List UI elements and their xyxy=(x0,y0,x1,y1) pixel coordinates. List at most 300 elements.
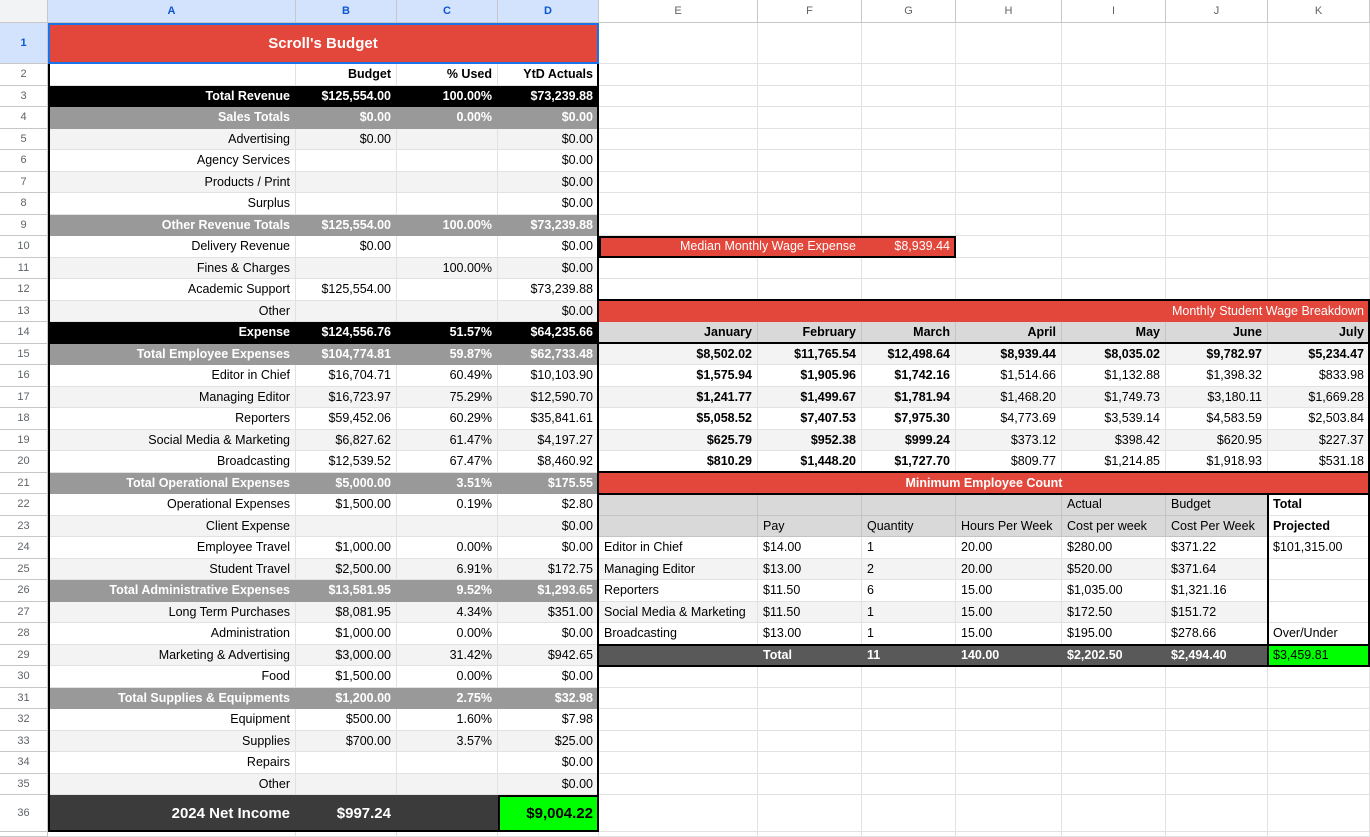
cell-A29[interactable]: Marketing & Advertising xyxy=(48,645,296,667)
cell-D27[interactable]: $351.00 xyxy=(498,602,599,624)
row-header-14[interactable]: 14 xyxy=(0,322,48,344)
row-header-35[interactable]: 35 xyxy=(0,774,48,796)
cell-J16[interactable]: $1,398.32 xyxy=(1166,365,1268,387)
cell-D22[interactable]: $2.80 xyxy=(498,494,599,516)
cell-B33[interactable]: $700.00 xyxy=(296,731,397,753)
cell-D8[interactable]: $0.00 xyxy=(498,193,599,215)
cell-B6[interactable] xyxy=(296,150,397,172)
cell-I2[interactable] xyxy=(1062,64,1166,86)
cell-B11[interactable] xyxy=(296,258,397,280)
cell-D16[interactable]: $10,103.90 xyxy=(498,365,599,387)
row-header-1[interactable]: 1 xyxy=(0,23,48,64)
budget-column-header[interactable]: % Used xyxy=(397,64,498,86)
cell-G20[interactable]: $1,727.70 xyxy=(862,451,956,473)
cell-I23[interactable]: Cost per week xyxy=(1062,516,1166,538)
cell-B25[interactable]: $2,500.00 xyxy=(296,559,397,581)
cell-E24[interactable]: Editor in Chief xyxy=(599,537,758,559)
cell-G36[interactable] xyxy=(862,795,956,832)
cell-F6[interactable] xyxy=(758,150,862,172)
cell-F3[interactable] xyxy=(758,86,862,108)
cell-C37[interactable] xyxy=(397,832,498,837)
cell-K22[interactable]: Total xyxy=(1268,494,1370,516)
cell-K15[interactable]: $5,234.47 xyxy=(1268,344,1370,366)
cell-F5[interactable] xyxy=(758,129,862,151)
cell-J2[interactable] xyxy=(1166,64,1268,86)
month-header-K[interactable]: July xyxy=(1268,322,1370,344)
cell-G32[interactable] xyxy=(862,709,956,731)
cell-C15[interactable]: 59.87% xyxy=(397,344,498,366)
cell-K16[interactable]: $833.98 xyxy=(1268,365,1370,387)
cell-B26[interactable]: $13,581.95 xyxy=(296,580,397,602)
cell-I30[interactable] xyxy=(1062,666,1166,688)
row-header-23[interactable]: 23 xyxy=(0,516,48,538)
cell-A20[interactable]: Broadcasting xyxy=(48,451,296,473)
cell-A33[interactable]: Supplies xyxy=(48,731,296,753)
cell-E30[interactable] xyxy=(599,666,758,688)
cell-H34[interactable] xyxy=(956,752,1062,774)
cell-D11[interactable]: $0.00 xyxy=(498,258,599,280)
cell-K18[interactable]: $2,503.84 xyxy=(1268,408,1370,430)
cell-K17[interactable]: $1,669.28 xyxy=(1268,387,1370,409)
cell-E4[interactable] xyxy=(599,107,758,129)
cell-F2[interactable] xyxy=(758,64,862,86)
column-header-I[interactable]: I xyxy=(1062,0,1166,23)
cell-B31[interactable]: $1,200.00 xyxy=(296,688,397,710)
cell-I19[interactable]: $398.42 xyxy=(1062,430,1166,452)
cell-D37[interactable] xyxy=(498,832,599,837)
column-header-D[interactable]: D xyxy=(498,0,599,23)
cell-A15[interactable]: Total Employee Expenses xyxy=(48,344,296,366)
row-header-7[interactable]: 7 xyxy=(0,172,48,194)
month-header-I[interactable]: May xyxy=(1062,322,1166,344)
cell-H9[interactable] xyxy=(956,215,1062,237)
cell-A8[interactable]: Surplus xyxy=(48,193,296,215)
cell-J9[interactable] xyxy=(1166,215,1268,237)
cell-C25[interactable]: 6.91% xyxy=(397,559,498,581)
row-header-24[interactable]: 24 xyxy=(0,537,48,559)
cell-D12[interactable]: $73,239.88 xyxy=(498,279,599,301)
cell-F34[interactable] xyxy=(758,752,862,774)
cell-D14[interactable]: $64,235.66 xyxy=(498,322,599,344)
cell-J11[interactable] xyxy=(1166,258,1268,280)
cell-H4[interactable] xyxy=(956,107,1062,129)
cell-C24[interactable]: 0.00% xyxy=(397,537,498,559)
cell-A16[interactable]: Editor in Chief xyxy=(48,365,296,387)
cell-E31[interactable] xyxy=(599,688,758,710)
cell-H2[interactable] xyxy=(956,64,1062,86)
row-header-16[interactable]: 16 xyxy=(0,365,48,387)
cell-A2[interactable] xyxy=(48,64,296,86)
row-header-18[interactable]: 18 xyxy=(0,408,48,430)
column-header-H[interactable]: H xyxy=(956,0,1062,23)
cell-K34[interactable] xyxy=(1268,752,1370,774)
over-under-value[interactable]: $3,459.81 xyxy=(1268,645,1370,667)
cell-I10[interactable] xyxy=(1062,236,1166,258)
row-header-31[interactable]: 31 xyxy=(0,688,48,710)
cell-D4[interactable]: $0.00 xyxy=(498,107,599,129)
cell-A35[interactable]: Other xyxy=(48,774,296,796)
cell-A10[interactable]: Delivery Revenue xyxy=(48,236,296,258)
cell-K37[interactable] xyxy=(1268,832,1370,837)
cell-B4[interactable]: $0.00 xyxy=(296,107,397,129)
cell-C10[interactable] xyxy=(397,236,498,258)
cell-G6[interactable] xyxy=(862,150,956,172)
cell-B18[interactable]: $59,452.06 xyxy=(296,408,397,430)
cell-H11[interactable] xyxy=(956,258,1062,280)
cell-F26[interactable]: $11.50 xyxy=(758,580,862,602)
cell-E9[interactable] xyxy=(599,215,758,237)
sheet-title[interactable]: Scroll's Budget xyxy=(48,23,599,64)
cell-K5[interactable] xyxy=(1268,129,1370,151)
cell-H15[interactable]: $8,939.44 xyxy=(956,344,1062,366)
cell-J20[interactable]: $1,918.93 xyxy=(1166,451,1268,473)
cell-J5[interactable] xyxy=(1166,129,1268,151)
cell-A37[interactable] xyxy=(48,832,296,837)
cell-G11[interactable] xyxy=(862,258,956,280)
cell-E2[interactable] xyxy=(599,64,758,86)
cell-F15[interactable]: $11,765.54 xyxy=(758,344,862,366)
row-header-37[interactable] xyxy=(0,832,48,837)
cell-B23[interactable] xyxy=(296,516,397,538)
cell-I24[interactable]: $280.00 xyxy=(1062,537,1166,559)
cell-E23[interactable] xyxy=(599,516,758,538)
cell-C7[interactable] xyxy=(397,172,498,194)
cell-F24[interactable]: $14.00 xyxy=(758,537,862,559)
wage-breakdown-title[interactable]: Monthly Student Wage Breakdown xyxy=(599,301,1370,323)
cell-D29[interactable]: $942.65 xyxy=(498,645,599,667)
cell-I20[interactable]: $1,214.85 xyxy=(1062,451,1166,473)
cell-D18[interactable]: $35,841.61 xyxy=(498,408,599,430)
cell-J30[interactable] xyxy=(1166,666,1268,688)
column-header-J[interactable]: J xyxy=(1166,0,1268,23)
cell-B32[interactable]: $500.00 xyxy=(296,709,397,731)
cell-I22[interactable]: Actual xyxy=(1062,494,1166,516)
cell-H22[interactable] xyxy=(956,494,1062,516)
cell-F30[interactable] xyxy=(758,666,862,688)
cell-B9[interactable]: $125,554.00 xyxy=(296,215,397,237)
cell-G7[interactable] xyxy=(862,172,956,194)
month-header-F[interactable]: February xyxy=(758,322,862,344)
cell-I6[interactable] xyxy=(1062,150,1166,172)
cell-H7[interactable] xyxy=(956,172,1062,194)
cell-D24[interactable]: $0.00 xyxy=(498,537,599,559)
cell-F16[interactable]: $1,905.96 xyxy=(758,365,862,387)
cell-J12[interactable] xyxy=(1166,279,1268,301)
cell-K3[interactable] xyxy=(1268,86,1370,108)
cell-A18[interactable]: Reporters xyxy=(48,408,296,430)
cell-K20[interactable]: $531.18 xyxy=(1268,451,1370,473)
cell-G18[interactable]: $7,975.30 xyxy=(862,408,956,430)
cell-K19[interactable]: $227.37 xyxy=(1268,430,1370,452)
cell-G9[interactable] xyxy=(862,215,956,237)
cell-H10[interactable] xyxy=(956,236,1062,258)
cell-B8[interactable] xyxy=(296,193,397,215)
cell-C11[interactable]: 100.00% xyxy=(397,258,498,280)
cell-I33[interactable] xyxy=(1062,731,1166,753)
cell-J35[interactable] xyxy=(1166,774,1268,796)
cell-H35[interactable] xyxy=(956,774,1062,796)
cell-K11[interactable] xyxy=(1268,258,1370,280)
cell-A5[interactable]: Advertising xyxy=(48,129,296,151)
cell-K9[interactable] xyxy=(1268,215,1370,237)
cell-G3[interactable] xyxy=(862,86,956,108)
cell-E3[interactable] xyxy=(599,86,758,108)
row-header-8[interactable]: 8 xyxy=(0,193,48,215)
cell-K36[interactable] xyxy=(1268,795,1370,832)
cell-A32[interactable]: Equipment xyxy=(48,709,296,731)
row-header-22[interactable]: 22 xyxy=(0,494,48,516)
row-header-36[interactable]: 36 xyxy=(0,795,48,832)
cell-H20[interactable]: $809.77 xyxy=(956,451,1062,473)
cell-B37[interactable] xyxy=(296,832,397,837)
cell-I31[interactable] xyxy=(1062,688,1166,710)
cell-F25[interactable]: $13.00 xyxy=(758,559,862,581)
cell-H24[interactable]: 20.00 xyxy=(956,537,1062,559)
cell-K12[interactable] xyxy=(1268,279,1370,301)
month-header-H[interactable]: April xyxy=(956,322,1062,344)
cell-F27[interactable]: $11.50 xyxy=(758,602,862,624)
cell-H32[interactable] xyxy=(956,709,1062,731)
cell-D30[interactable]: $0.00 xyxy=(498,666,599,688)
cell-D13[interactable]: $0.00 xyxy=(498,301,599,323)
cell-C16[interactable]: 60.49% xyxy=(397,365,498,387)
cell-K2[interactable] xyxy=(1268,64,1370,86)
cell-C34[interactable] xyxy=(397,752,498,774)
cell-B16[interactable]: $16,704.71 xyxy=(296,365,397,387)
cell-B28[interactable]: $1,000.00 xyxy=(296,623,397,645)
cell-G17[interactable]: $1,781.94 xyxy=(862,387,956,409)
cell-D23[interactable]: $0.00 xyxy=(498,516,599,538)
cell-E34[interactable] xyxy=(599,752,758,774)
cell-B29[interactable]: $3,000.00 xyxy=(296,645,397,667)
cell-B17[interactable]: $16,723.97 xyxy=(296,387,397,409)
cell-H19[interactable]: $373.12 xyxy=(956,430,1062,452)
cell-A13[interactable]: Other xyxy=(48,301,296,323)
cell-C33[interactable]: 3.57% xyxy=(397,731,498,753)
cell-I7[interactable] xyxy=(1062,172,1166,194)
cell-B30[interactable]: $1,500.00 xyxy=(296,666,397,688)
cell-H31[interactable] xyxy=(956,688,1062,710)
row-header-29[interactable]: 29 xyxy=(0,645,48,667)
cell-B22[interactable]: $1,500.00 xyxy=(296,494,397,516)
cell-J10[interactable] xyxy=(1166,236,1268,258)
cell-J18[interactable]: $4,583.59 xyxy=(1166,408,1268,430)
cell-E28[interactable]: Broadcasting xyxy=(599,623,758,645)
cell-A22[interactable]: Operational Expenses xyxy=(48,494,296,516)
cell-J32[interactable] xyxy=(1166,709,1268,731)
cell-B3[interactable]: $125,554.00 xyxy=(296,86,397,108)
row-header-30[interactable]: 30 xyxy=(0,666,48,688)
cell-B27[interactable]: $8,081.95 xyxy=(296,602,397,624)
row-header-25[interactable]: 25 xyxy=(0,559,48,581)
cell-F18[interactable]: $7,407.53 xyxy=(758,408,862,430)
cell-H8[interactable] xyxy=(956,193,1062,215)
month-header-J[interactable]: June xyxy=(1166,322,1268,344)
cell-C30[interactable]: 0.00% xyxy=(397,666,498,688)
cell-B19[interactable]: $6,827.62 xyxy=(296,430,397,452)
row-header-3[interactable]: 3 xyxy=(0,86,48,108)
cell-I8[interactable] xyxy=(1062,193,1166,215)
budget-column-header[interactable]: YtD Actuals xyxy=(498,64,599,86)
cell-F12[interactable] xyxy=(758,279,862,301)
cell-C23[interactable] xyxy=(397,516,498,538)
cell-C4[interactable]: 0.00% xyxy=(397,107,498,129)
cell-I12[interactable] xyxy=(1062,279,1166,301)
row-header-26[interactable]: 26 xyxy=(0,580,48,602)
row-header-13[interactable]: 13 xyxy=(0,301,48,323)
cell-F22[interactable] xyxy=(758,494,862,516)
cell-H30[interactable] xyxy=(956,666,1062,688)
cell-J37[interactable] xyxy=(1166,832,1268,837)
month-header-E[interactable]: January xyxy=(599,322,758,344)
cell-E27[interactable]: Social Media & Marketing xyxy=(599,602,758,624)
cell-K32[interactable] xyxy=(1268,709,1370,731)
median-wage-banner[interactable]: Median Monthly Wage Expense xyxy=(599,236,862,258)
cell-H27[interactable]: 15.00 xyxy=(956,602,1062,624)
cell-A25[interactable]: Student Travel xyxy=(48,559,296,581)
cell-G37[interactable] xyxy=(862,832,956,837)
cell-D25[interactable]: $172.75 xyxy=(498,559,599,581)
column-header-B[interactable]: B xyxy=(296,0,397,23)
cell-I5[interactable] xyxy=(1062,129,1166,151)
cell-H28[interactable]: 15.00 xyxy=(956,623,1062,645)
cell-E25[interactable]: Managing Editor xyxy=(599,559,758,581)
cell-H1[interactable] xyxy=(956,23,1062,64)
row-header-12[interactable]: 12 xyxy=(0,279,48,301)
row-header-33[interactable]: 33 xyxy=(0,731,48,753)
cell-I36[interactable] xyxy=(1062,795,1166,832)
cell-H3[interactable] xyxy=(956,86,1062,108)
cell-H37[interactable] xyxy=(956,832,1062,837)
cell-B14[interactable]: $124,556.76 xyxy=(296,322,397,344)
cell-C31[interactable]: 2.75% xyxy=(397,688,498,710)
cell-C8[interactable] xyxy=(397,193,498,215)
cell-C22[interactable]: 0.19% xyxy=(397,494,498,516)
cell-K23[interactable]: Projected xyxy=(1268,516,1370,538)
cell-I9[interactable] xyxy=(1062,215,1166,237)
cell-K28[interactable]: Over/Under xyxy=(1268,623,1370,645)
cell-F23[interactable]: Pay xyxy=(758,516,862,538)
cell-E19[interactable]: $625.79 xyxy=(599,430,758,452)
column-header-K[interactable]: K xyxy=(1268,0,1370,23)
cell-F28[interactable]: $13.00 xyxy=(758,623,862,645)
cell-J1[interactable] xyxy=(1166,23,1268,64)
cell-G27[interactable]: 1 xyxy=(862,602,956,624)
cell-I27[interactable]: $172.50 xyxy=(1062,602,1166,624)
cell-A12[interactable]: Academic Support xyxy=(48,279,296,301)
cell-H5[interactable] xyxy=(956,129,1062,151)
cell-G25[interactable]: 2 xyxy=(862,559,956,581)
cell-K10[interactable] xyxy=(1268,236,1370,258)
cell-B21[interactable]: $5,000.00 xyxy=(296,473,397,495)
cell-E35[interactable] xyxy=(599,774,758,796)
cell-K35[interactable] xyxy=(1268,774,1370,796)
cell-A21[interactable]: Total Operational Expenses xyxy=(48,473,296,495)
cell-G19[interactable]: $999.24 xyxy=(862,430,956,452)
cell-K31[interactable] xyxy=(1268,688,1370,710)
row-header-34[interactable]: 34 xyxy=(0,752,48,774)
cell-C14[interactable]: 51.57% xyxy=(397,322,498,344)
cell-A17[interactable]: Managing Editor xyxy=(48,387,296,409)
cell-A30[interactable]: Food xyxy=(48,666,296,688)
row-header-10[interactable]: 10 xyxy=(0,236,48,258)
cell-E5[interactable] xyxy=(599,129,758,151)
cell-A26[interactable]: Total Administrative Expenses xyxy=(48,580,296,602)
row-header-15[interactable]: 15 xyxy=(0,344,48,366)
median-wage-value[interactable]: $8,939.44 xyxy=(862,236,956,258)
cell-C32[interactable]: 1.60% xyxy=(397,709,498,731)
budget-column-header[interactable]: Budget xyxy=(296,64,397,86)
cell-H23[interactable]: Hours Per Week xyxy=(956,516,1062,538)
cell-C21[interactable]: 3.51% xyxy=(397,473,498,495)
cell-E33[interactable] xyxy=(599,731,758,753)
cell-E18[interactable]: $5,058.52 xyxy=(599,408,758,430)
cell-G31[interactable] xyxy=(862,688,956,710)
cell-A23[interactable]: Client Expense xyxy=(48,516,296,538)
cell-I4[interactable] xyxy=(1062,107,1166,129)
cell-I3[interactable] xyxy=(1062,86,1166,108)
cell-J33[interactable] xyxy=(1166,731,1268,753)
cell-E22[interactable] xyxy=(599,494,758,516)
cell-K33[interactable] xyxy=(1268,731,1370,753)
cell-G34[interactable] xyxy=(862,752,956,774)
cell-J25[interactable]: $371.64 xyxy=(1166,559,1268,581)
cell-K27[interactable] xyxy=(1268,602,1370,624)
cell-B7[interactable] xyxy=(296,172,397,194)
cell-J28[interactable]: $278.66 xyxy=(1166,623,1268,645)
cell-D32[interactable]: $7.98 xyxy=(498,709,599,731)
column-header-A[interactable]: A xyxy=(48,0,296,23)
net-income-label[interactable]: 2024 Net Income xyxy=(48,795,296,832)
cell-A34[interactable]: Repairs xyxy=(48,752,296,774)
cell-J3[interactable] xyxy=(1166,86,1268,108)
cell-F4[interactable] xyxy=(758,107,862,129)
cell-C29[interactable]: 31.42% xyxy=(397,645,498,667)
cell-J4[interactable] xyxy=(1166,107,1268,129)
cell-G5[interactable] xyxy=(862,129,956,151)
cell-B13[interactable] xyxy=(296,301,397,323)
cell-G35[interactable] xyxy=(862,774,956,796)
cell-C26[interactable]: 9.52% xyxy=(397,580,498,602)
cell-J36[interactable] xyxy=(1166,795,1268,832)
row-header-6[interactable]: 6 xyxy=(0,150,48,172)
cell-I28[interactable]: $195.00 xyxy=(1062,623,1166,645)
cell-C20[interactable]: 67.47% xyxy=(397,451,498,473)
cell-J8[interactable] xyxy=(1166,193,1268,215)
cell-H33[interactable] xyxy=(956,731,1062,753)
cell-F8[interactable] xyxy=(758,193,862,215)
cell-D20[interactable]: $8,460.92 xyxy=(498,451,599,473)
cell-I1[interactable] xyxy=(1062,23,1166,64)
select-all-corner[interactable] xyxy=(0,0,48,23)
cell-C35[interactable] xyxy=(397,774,498,796)
cell-G23[interactable]: Quantity xyxy=(862,516,956,538)
cell-F29[interactable]: Total xyxy=(758,645,862,667)
cell-C17[interactable]: 75.29% xyxy=(397,387,498,409)
cell-I17[interactable]: $1,749.73 xyxy=(1062,387,1166,409)
cell-A6[interactable]: Agency Services xyxy=(48,150,296,172)
cell-J19[interactable]: $620.95 xyxy=(1166,430,1268,452)
cell-H6[interactable] xyxy=(956,150,1062,172)
cell-C36[interactable] xyxy=(397,795,498,832)
cell-G24[interactable]: 1 xyxy=(862,537,956,559)
cell-I32[interactable] xyxy=(1062,709,1166,731)
cell-C28[interactable]: 0.00% xyxy=(397,623,498,645)
cell-A28[interactable]: Administration xyxy=(48,623,296,645)
row-header-11[interactable]: 11 xyxy=(0,258,48,280)
cell-G2[interactable] xyxy=(862,64,956,86)
cell-K24[interactable]: $101,315.00 xyxy=(1268,537,1370,559)
